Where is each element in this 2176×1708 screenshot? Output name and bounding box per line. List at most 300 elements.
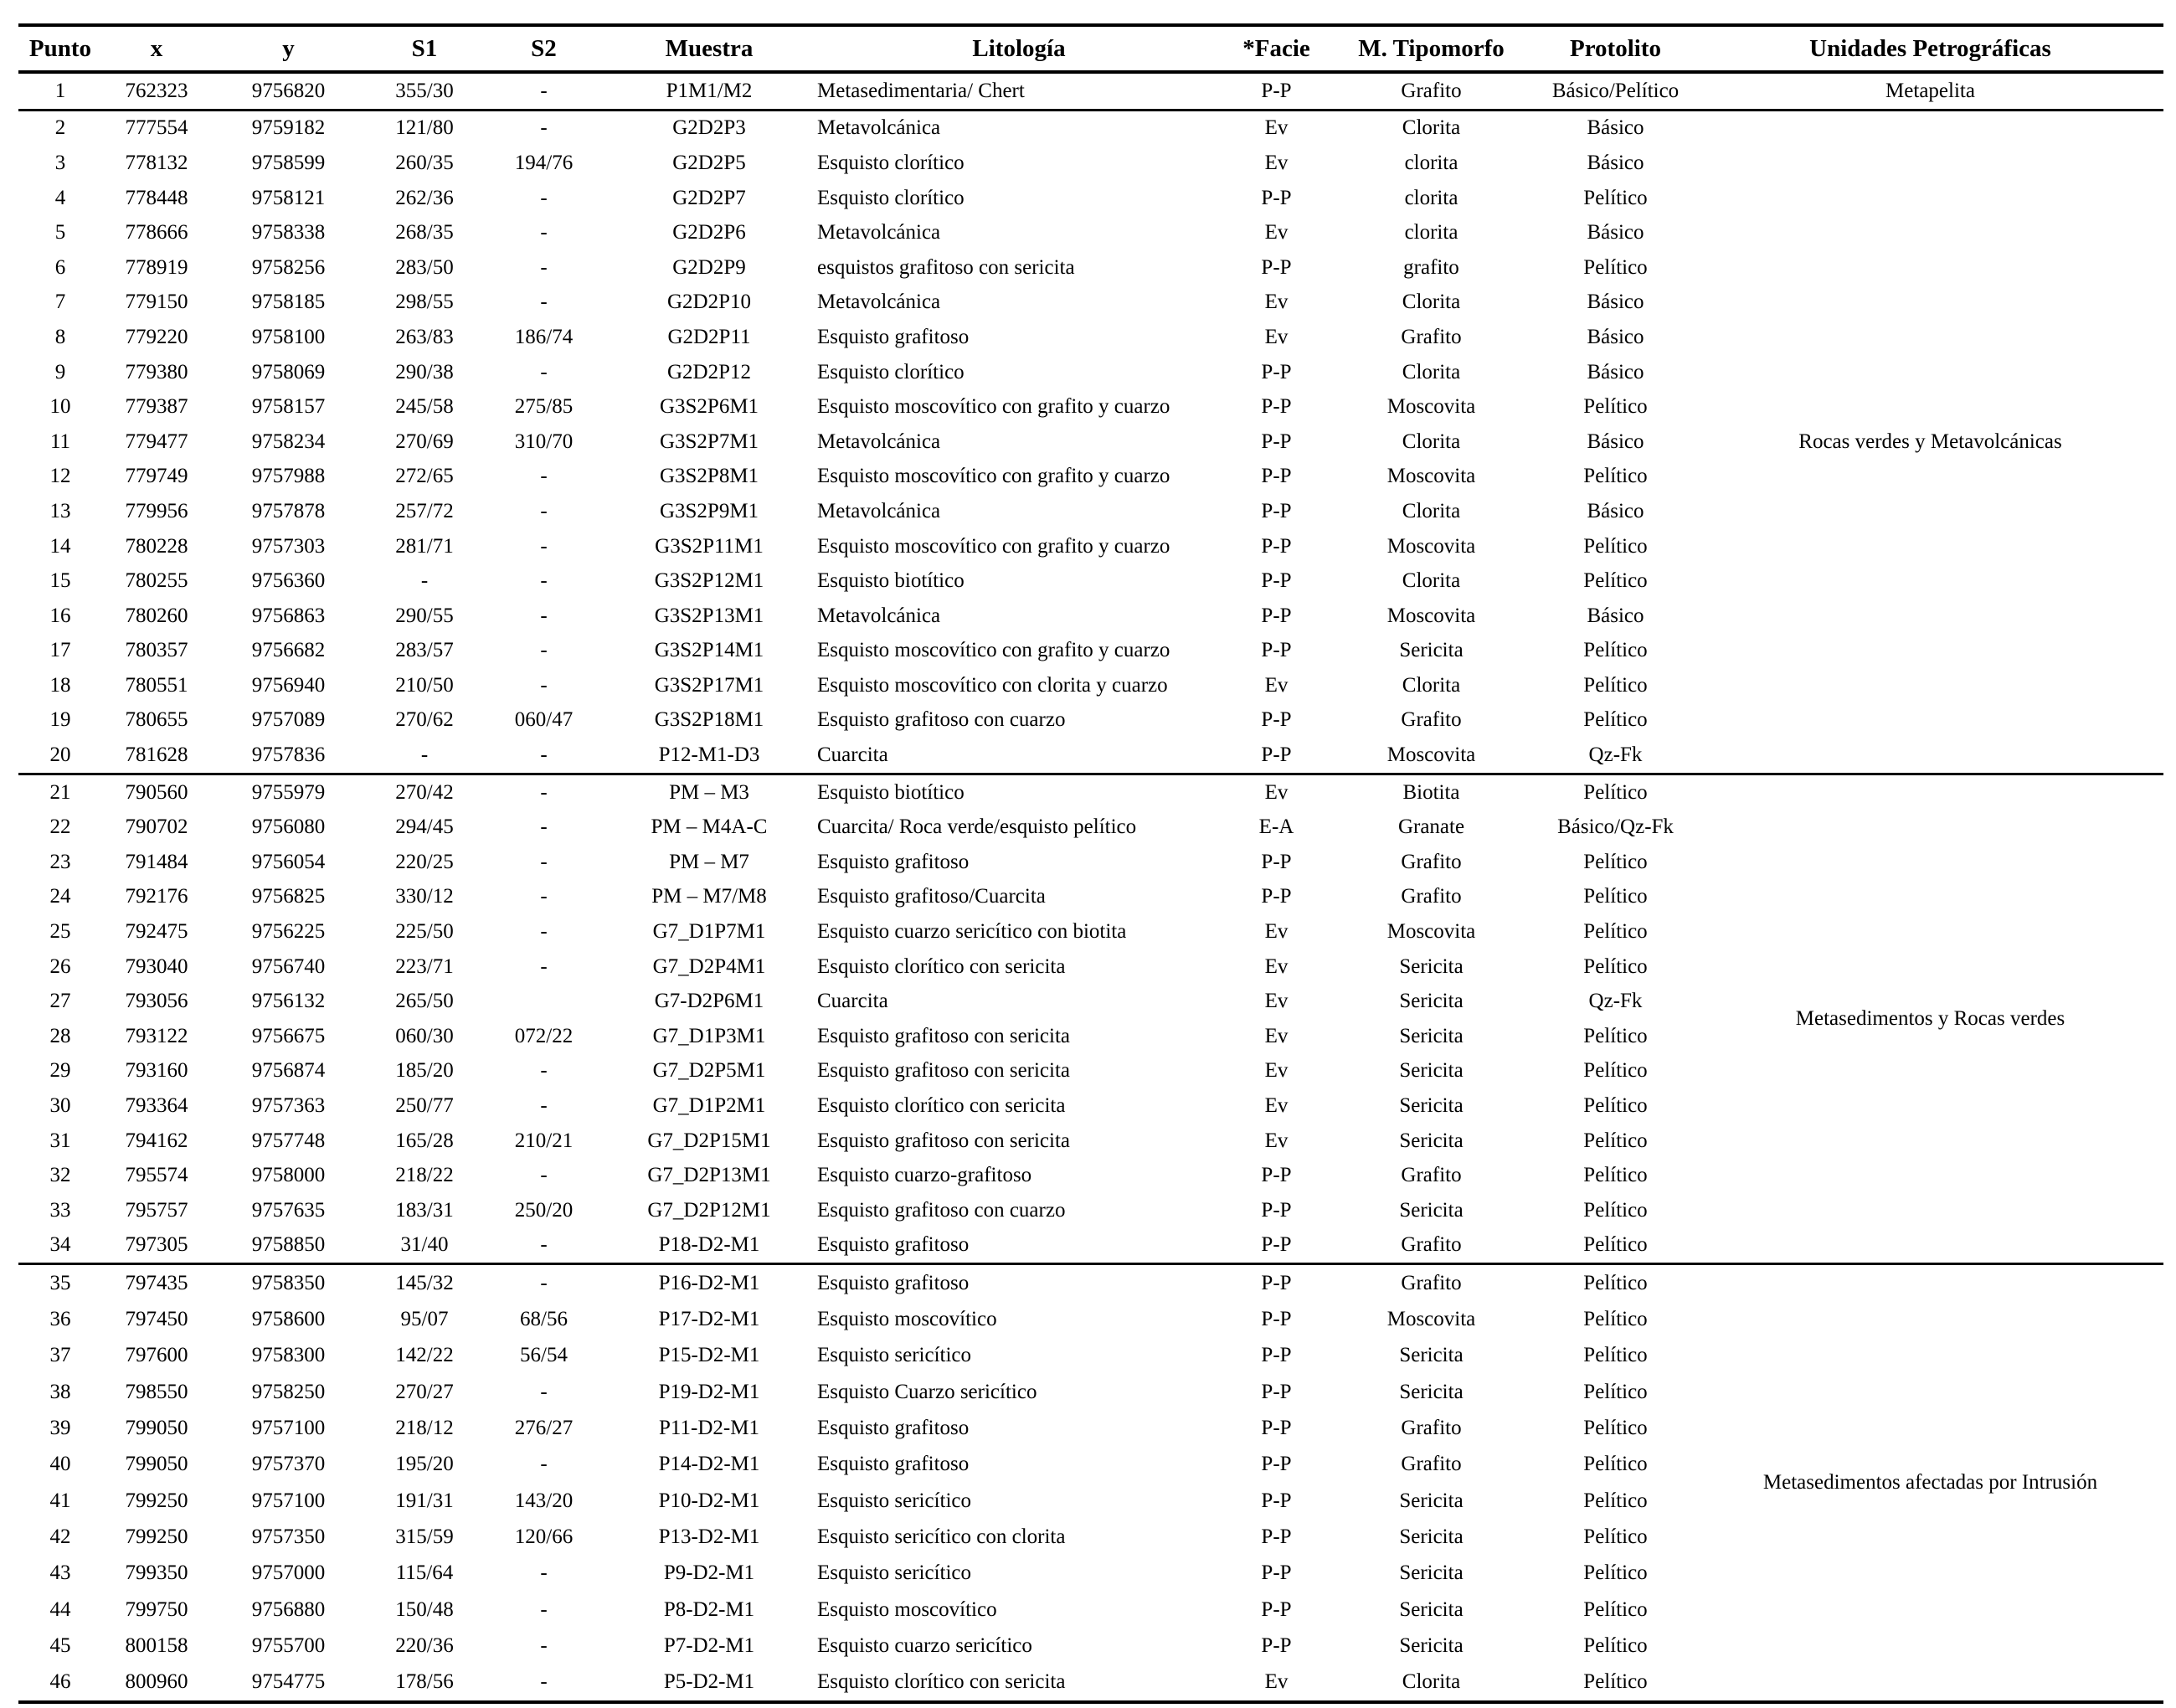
cell-litologia: Metasedimentaria/ Chert xyxy=(817,79,1025,102)
cell-s1: 270/69 xyxy=(395,430,454,453)
cell-s1: 315/59 xyxy=(395,1525,454,1548)
cell-facie: P-P xyxy=(1261,569,1292,593)
cell-litologia: Cuarcita xyxy=(817,990,888,1013)
cell-x: 779150 xyxy=(125,291,188,314)
cell-protolito: Pelítico xyxy=(1583,1489,1648,1512)
cell-y: 9754775 xyxy=(251,1670,326,1694)
cell-tipomorfo: Clorita xyxy=(1402,673,1461,697)
cell-punto: 23 xyxy=(49,850,71,873)
cell-y: 9756054 xyxy=(251,850,326,873)
cell-s1: 145/32 xyxy=(395,1271,454,1294)
cell-punto: 20 xyxy=(49,743,71,767)
cell-punto: 44 xyxy=(49,1597,71,1621)
cell-muestra: G2D2P9 xyxy=(672,255,746,279)
cell-y: 9758100 xyxy=(251,325,326,348)
cell-x: 799250 xyxy=(125,1489,188,1512)
cell-x: 797450 xyxy=(125,1308,188,1331)
cell-muestra: P8-D2-M1 xyxy=(663,1597,755,1621)
cell-s1: 218/12 xyxy=(395,1417,454,1440)
cell-protolito: Básico xyxy=(1587,151,1644,174)
cell-s1: - xyxy=(420,569,429,593)
cell-y: 9756740 xyxy=(251,954,326,978)
cell-punto: 27 xyxy=(49,990,71,1013)
cell-y: 9758350 xyxy=(251,1271,326,1294)
cell-s2: 060/47 xyxy=(514,708,574,732)
cell-s2: - xyxy=(540,920,548,944)
cell-muestra: G3S2P12M1 xyxy=(654,569,764,593)
cell-punto: 29 xyxy=(49,1059,71,1083)
cell-x: 791484 xyxy=(125,850,188,873)
cell-litologia: Esquisto moscovítico xyxy=(817,1308,997,1331)
cell-protolito: Básico xyxy=(1587,221,1644,244)
cell-protolito: Pelítico xyxy=(1583,639,1648,662)
header-s1: S1 xyxy=(411,34,438,62)
cell-litologia: Esquisto cuarzo-grafitoso xyxy=(817,1164,1032,1187)
cell-x: 792176 xyxy=(125,885,188,908)
cell-s2: 120/66 xyxy=(514,1525,574,1548)
cell-muestra: G7_D2P5M1 xyxy=(652,1059,766,1083)
cell-punto: 39 xyxy=(49,1417,71,1440)
cell-muestra: P17-D2-M1 xyxy=(658,1308,760,1331)
cell-facie: P-P xyxy=(1261,465,1292,488)
cell-punto: 31 xyxy=(49,1129,71,1152)
cell-protolito: Pelítico xyxy=(1583,1164,1648,1187)
cell-facie: P-P xyxy=(1261,534,1292,558)
cell-s2: - xyxy=(540,1597,548,1621)
cell-punto: 16 xyxy=(49,604,71,627)
cell-facie: Ev xyxy=(1264,990,1289,1013)
cell-punto: 9 xyxy=(54,360,66,383)
cell-s2: 276/27 xyxy=(514,1417,574,1440)
cell-protolito: Pelítico xyxy=(1583,569,1648,593)
cell-facie: P-P xyxy=(1261,1308,1292,1331)
table-row xyxy=(18,110,2163,146)
cell-tipomorfo: clorita xyxy=(1404,186,1458,209)
cell-tipomorfo: Clorita xyxy=(1402,569,1461,593)
cell-tipomorfo: Sericita xyxy=(1399,1024,1464,1047)
cell-y: 9758600 xyxy=(251,1308,326,1331)
cell-facie: P-P xyxy=(1261,1233,1292,1257)
cell-x: 779956 xyxy=(125,499,188,522)
cell-punto: 21 xyxy=(49,780,71,804)
cell-facie: Ev xyxy=(1264,673,1289,697)
cell-protolito: Pelítico xyxy=(1583,1453,1648,1476)
cell-muestra: P1M1/M2 xyxy=(666,79,753,102)
cell-litologia: Esquisto clorítico xyxy=(817,151,965,174)
cell-muestra: G2D2P10 xyxy=(666,291,751,314)
cell-protolito: Básico xyxy=(1587,360,1644,383)
cell-punto: 43 xyxy=(49,1561,71,1585)
cell-punto: 34 xyxy=(49,1233,71,1257)
cell-s2: - xyxy=(540,780,548,804)
cell-litologia: Esquisto grafitoso xyxy=(817,1417,970,1440)
cell-s2: - xyxy=(540,1633,548,1657)
cell-muestra: P13-D2-M1 xyxy=(658,1525,760,1548)
cell-s2: - xyxy=(540,534,548,558)
cell-tipomorfo: Sericita xyxy=(1399,1198,1464,1222)
cell-facie: Ev xyxy=(1264,1670,1289,1694)
cell-s2: - xyxy=(540,569,548,593)
cell-x: 780357 xyxy=(125,639,188,662)
cell-s2: - xyxy=(540,954,548,978)
cell-protolito: Básico/Qz-Fk xyxy=(1557,815,1674,839)
cell-x: 779220 xyxy=(125,325,188,348)
cell-litologia: Esquisto moscovítico con grafito y cuarzo xyxy=(817,465,1170,488)
cell-litologia: Esquisto moscovítico con clorita y cuarzo xyxy=(817,673,1168,697)
cell-s2: - xyxy=(540,885,548,908)
cell-y: 9756360 xyxy=(251,569,326,593)
cell-litologia: Esquisto moscovítico xyxy=(817,1597,997,1621)
cell-protolito: Básico xyxy=(1587,604,1644,627)
table-header-row xyxy=(18,25,2163,72)
cell-x: 797305 xyxy=(125,1233,188,1257)
cell-protolito: Básico xyxy=(1587,291,1644,314)
cell-y: 9757350 xyxy=(251,1525,326,1548)
cell-litologia: Cuarcita xyxy=(817,743,888,767)
cell-punto: 41 xyxy=(49,1489,71,1512)
cell-tipomorfo: Moscovita xyxy=(1386,604,1476,627)
cell-s2: 194/76 xyxy=(514,151,574,174)
cell-litologia: Cuarcita/ Roca verde/esquisto pelítico xyxy=(817,815,1137,839)
cell-protolito: Pelítico xyxy=(1583,1380,1648,1403)
cell-muestra: G2D2P3 xyxy=(672,116,746,140)
cell-tipomorfo: Sericita xyxy=(1399,1344,1464,1367)
cell-protolito: Pelítico xyxy=(1583,1059,1648,1083)
cell-s2: - xyxy=(540,1059,548,1083)
cell-litologia: Esquisto clorítico xyxy=(817,360,965,383)
cell-x: 779749 xyxy=(125,465,188,488)
cell-facie: P-P xyxy=(1261,708,1292,732)
cell-x: 779380 xyxy=(125,360,188,383)
cell-x: 792475 xyxy=(125,920,188,944)
cell-litologia: Esquisto sericítico con clorita xyxy=(817,1525,1066,1548)
cell-facie: P-P xyxy=(1261,1453,1292,1476)
cell-facie: P-P xyxy=(1261,1344,1292,1367)
cell-s2: - xyxy=(540,360,548,383)
cell-unidad-petrografica: Metapelita xyxy=(1885,79,1975,102)
cell-facie: Ev xyxy=(1264,291,1289,314)
cell-protolito: Pelítico xyxy=(1583,708,1648,732)
cell-litologia: Esquisto sericítico xyxy=(817,1561,971,1585)
cell-s2: 072/22 xyxy=(514,1024,574,1047)
cell-punto: 24 xyxy=(49,885,71,908)
cell-s1: 270/27 xyxy=(395,1380,454,1403)
cell-x: 795757 xyxy=(125,1198,188,1222)
cell-s1: 185/20 xyxy=(395,1059,454,1083)
cell-y: 9757878 xyxy=(251,499,326,522)
row-group-1 xyxy=(18,72,2163,110)
cell-tipomorfo: Clorita xyxy=(1402,291,1461,314)
cell-tipomorfo: Moscovita xyxy=(1386,920,1476,944)
cell-s2: - xyxy=(540,850,548,873)
cell-tipomorfo: Grafito xyxy=(1401,850,1462,873)
cell-litologia: Esquisto grafitoso xyxy=(817,850,970,873)
cell-punto: 8 xyxy=(54,325,66,348)
cell-y: 9756880 xyxy=(251,1597,326,1621)
cell-s2: - xyxy=(540,499,548,522)
cell-y: 9757000 xyxy=(251,1561,326,1585)
cell-facie: P-P xyxy=(1261,1525,1292,1548)
cell-tipomorfo: Granate xyxy=(1397,815,1465,839)
cell-x: 762323 xyxy=(125,79,188,102)
cell-s1: - xyxy=(420,743,429,767)
cell-muestra: PM – M7/M8 xyxy=(651,885,767,908)
cell-tipomorfo: Sericita xyxy=(1399,1094,1464,1118)
cell-y: 9756940 xyxy=(251,673,326,697)
cell-litologia: Metavolcánica xyxy=(817,291,941,314)
cell-s2 xyxy=(483,984,604,1019)
cell-tipomorfo: Grafito xyxy=(1401,1164,1462,1187)
cell-muestra: PM – M7 xyxy=(669,850,749,873)
cell-y: 9756863 xyxy=(251,604,326,627)
cell-litologia: Esquisto Cuarzo sericítico xyxy=(817,1380,1037,1403)
cell-protolito: Qz-Fk xyxy=(1588,990,1643,1013)
cell-s1: 195/20 xyxy=(395,1453,454,1476)
header-x: x xyxy=(150,34,163,62)
cell-punto: 33 xyxy=(49,1198,71,1222)
table-row xyxy=(18,1264,2163,1302)
cell-tipomorfo: clorita xyxy=(1404,221,1458,244)
cell-punto: 32 xyxy=(49,1164,71,1187)
cell-protolito: Pelítico xyxy=(1583,1344,1648,1367)
cell-y: 9757303 xyxy=(251,534,326,558)
cell-y: 9756080 xyxy=(251,815,326,839)
cell-muestra: G3S2P9M1 xyxy=(659,499,759,522)
cell-punto: 22 xyxy=(49,815,71,839)
cell-unidad-petrografica: Metasedimentos afectadas por Intrusión xyxy=(1762,1470,2098,1494)
cell-s1: 265/50 xyxy=(395,990,454,1013)
header-y: y xyxy=(282,34,295,62)
cell-facie: P-P xyxy=(1261,499,1292,522)
cell-s2: - xyxy=(540,186,548,209)
cell-s1: 178/56 xyxy=(395,1670,454,1694)
cell-facie: Ev xyxy=(1264,920,1289,944)
cell-x: 790702 xyxy=(125,815,188,839)
cell-s2: - xyxy=(540,291,548,314)
cell-s2: - xyxy=(540,604,548,627)
cell-punto: 7 xyxy=(54,291,66,314)
cell-facie: Ev xyxy=(1264,116,1289,140)
header-punto: Punto xyxy=(28,34,92,62)
cell-protolito: Pelítico xyxy=(1583,255,1648,279)
cell-protolito: Pelítico xyxy=(1583,1525,1648,1548)
cell-punto: 2 xyxy=(54,116,66,140)
cell-s1: 223/71 xyxy=(395,954,454,978)
cell-s1: 270/62 xyxy=(395,708,454,732)
cell-muestra: G2D2P11 xyxy=(667,325,751,348)
cell-punto: 5 xyxy=(54,221,66,244)
cell-x: 793364 xyxy=(125,1094,188,1118)
cell-protolito: Pelítico xyxy=(1583,1198,1648,1222)
cell-litologia: Esquisto grafitoso con sericita xyxy=(817,1024,1071,1047)
cell-facie: E-A xyxy=(1258,815,1294,839)
cell-y: 9756820 xyxy=(251,79,326,102)
cell-tipomorfo: clorita xyxy=(1404,151,1458,174)
cell-litologia: Metavolcánica xyxy=(817,116,941,140)
cell-s1: 281/71 xyxy=(395,534,454,558)
cell-s2: - xyxy=(540,116,548,140)
cell-tipomorfo: Grafito xyxy=(1401,885,1462,908)
cell-s2: 210/21 xyxy=(514,1129,574,1152)
cell-tipomorfo: Grafito xyxy=(1401,1453,1462,1476)
cell-y: 9758850 xyxy=(251,1233,326,1257)
cell-facie: P-P xyxy=(1261,430,1292,453)
cell-protolito: Pelítico xyxy=(1583,780,1648,804)
cell-s1: 290/38 xyxy=(395,360,454,383)
cell-litologia: Esquisto clorítico con sericita xyxy=(817,1094,1066,1118)
cell-y: 9757089 xyxy=(251,708,326,732)
cell-y: 9756874 xyxy=(251,1059,326,1083)
cell-s2: 68/56 xyxy=(520,1308,568,1331)
cell-litologia: Esquisto clorítico con sericita xyxy=(817,1670,1066,1694)
cell-punto: 6 xyxy=(54,255,66,279)
cell-tipomorfo: grafito xyxy=(1403,255,1459,279)
cell-punto: 36 xyxy=(49,1308,71,1331)
cell-muestra: P18-D2-M1 xyxy=(658,1233,760,1257)
cell-protolito: Pelítico xyxy=(1583,885,1648,908)
cell-s1: 298/55 xyxy=(395,291,454,314)
cell-y: 9756675 xyxy=(251,1024,326,1047)
cell-facie: P-P xyxy=(1261,255,1292,279)
cell-tipomorfo: Moscovita xyxy=(1386,743,1476,767)
cell-tipomorfo: Sericita xyxy=(1399,1129,1464,1152)
cell-x: 778448 xyxy=(125,186,188,209)
cell-tipomorfo: Sericita xyxy=(1399,1525,1464,1548)
cell-muestra: G3S2P7M1 xyxy=(659,430,759,453)
cell-punto: 19 xyxy=(49,708,71,732)
cell-facie: P-P xyxy=(1261,1489,1292,1512)
cell-s2: - xyxy=(540,79,548,102)
cell-litologia: Esquisto grafitoso xyxy=(817,1453,970,1476)
cell-muestra: PM – M3 xyxy=(669,780,749,804)
cell-protolito: Pelítico xyxy=(1583,1633,1648,1657)
cell-punto: 13 xyxy=(49,499,71,522)
cell-s2: - xyxy=(540,1164,548,1187)
cell-x: 780255 xyxy=(125,569,188,593)
cell-y: 9758157 xyxy=(251,395,326,419)
cell-muestra: G2D2P7 xyxy=(672,186,746,209)
cell-y: 9755700 xyxy=(251,1633,326,1657)
cell-muestra: G7_D2P4M1 xyxy=(652,954,766,978)
cell-s2: 310/70 xyxy=(514,430,574,453)
cell-muestra: G3S2P18M1 xyxy=(654,708,764,732)
cell-s2: 186/74 xyxy=(514,325,574,348)
cell-litologia: Esquisto moscovítico con grafito y cuarzo xyxy=(817,534,1170,558)
cell-x: 799750 xyxy=(125,1597,188,1621)
cell-muestra: P5-D2-M1 xyxy=(663,1670,755,1694)
cell-punto: 12 xyxy=(49,465,71,488)
cell-tipomorfo: Grafito xyxy=(1401,1417,1462,1440)
cell-litologia: Esquisto biotítico xyxy=(817,569,965,593)
cell-facie: Ev xyxy=(1264,954,1289,978)
cell-facie: Ev xyxy=(1264,780,1289,804)
cell-s1: 220/25 xyxy=(395,850,454,873)
cell-x: 778666 xyxy=(125,221,188,244)
cell-tipomorfo: Sericita xyxy=(1399,1489,1464,1512)
cell-y: 9758069 xyxy=(251,360,326,383)
cell-muestra: G2D2P12 xyxy=(666,360,751,383)
cell-litologia: esquistos grafitoso con sericita xyxy=(817,255,1075,279)
row-group-3 xyxy=(18,774,2163,1263)
cell-litologia: Esquisto grafitoso xyxy=(817,1271,970,1294)
cell-y: 9757988 xyxy=(251,465,326,488)
cell-y: 9758338 xyxy=(251,221,326,244)
cell-tipomorfo: Moscovita xyxy=(1386,465,1476,488)
header-tipomorfo: M. Tipomorfo xyxy=(1358,34,1505,62)
cell-punto: 1 xyxy=(54,79,66,102)
cell-protolito: Pelítico xyxy=(1583,1670,1648,1694)
cell-punto: 40 xyxy=(49,1453,71,1476)
cell-tipomorfo: Moscovita xyxy=(1386,395,1476,419)
cell-s1: 115/64 xyxy=(395,1561,454,1585)
cell-litologia: Esquisto grafitoso con sericita xyxy=(817,1129,1071,1152)
cell-s1: 270/42 xyxy=(395,780,454,804)
cell-facie: P-P xyxy=(1261,360,1292,383)
cell-x: 799050 xyxy=(125,1417,188,1440)
cell-facie: Ev xyxy=(1264,1059,1289,1083)
cell-litologia: Esquisto biotítico xyxy=(817,780,965,804)
cell-s2: - xyxy=(540,1453,548,1476)
cell-punto: 42 xyxy=(49,1525,71,1548)
cell-s2: 250/20 xyxy=(514,1198,574,1222)
cell-y: 9758185 xyxy=(251,291,326,314)
cell-litologia: Esquisto sericítico xyxy=(817,1344,971,1367)
cell-punto: 10 xyxy=(49,395,71,419)
cell-protolito: Qz-Fk xyxy=(1588,743,1643,767)
cell-litologia: Esquisto cuarzo sericítico xyxy=(817,1633,1032,1657)
cell-muestra: G7-D2P6M1 xyxy=(654,990,764,1013)
cell-tipomorfo: Clorita xyxy=(1402,1670,1461,1694)
cell-x: 794162 xyxy=(125,1129,188,1152)
cell-punto: 37 xyxy=(49,1344,71,1367)
cell-muestra: G3S2P13M1 xyxy=(654,604,764,627)
cell-s2: - xyxy=(540,639,548,662)
cell-s1: 268/35 xyxy=(395,221,454,244)
cell-s1: 294/45 xyxy=(395,815,454,839)
cell-tipomorfo: Grafito xyxy=(1401,79,1462,102)
cell-x: 795574 xyxy=(125,1164,188,1187)
cell-s1: 95/07 xyxy=(400,1308,449,1331)
cell-x: 779477 xyxy=(125,430,188,453)
cell-s1: 142/22 xyxy=(395,1344,454,1367)
cell-y: 9757363 xyxy=(251,1094,326,1118)
cell-tipomorfo: Sericita xyxy=(1399,1597,1464,1621)
cell-s2: - xyxy=(540,743,548,767)
cell-s2: 275/85 xyxy=(514,395,574,419)
cell-protolito: Pelítico xyxy=(1583,186,1648,209)
cell-muestra: P14-D2-M1 xyxy=(658,1453,760,1476)
cell-punto: 15 xyxy=(49,569,71,593)
cell-facie: P-P xyxy=(1261,186,1292,209)
cell-muestra: G3S2P6M1 xyxy=(659,395,759,419)
cell-protolito: Pelítico xyxy=(1583,1417,1648,1440)
cell-facie: P-P xyxy=(1261,639,1292,662)
cell-muestra: G3S2P14M1 xyxy=(654,639,764,662)
cell-s2: - xyxy=(540,1670,548,1694)
cell-protolito: Pelítico xyxy=(1583,920,1648,944)
cell-protolito: Básico xyxy=(1587,325,1644,348)
cell-x: 781628 xyxy=(125,743,188,767)
cell-muestra: G7_D2P15M1 xyxy=(647,1129,771,1152)
cell-muestra: P19-D2-M1 xyxy=(658,1380,760,1403)
cell-s1: 218/22 xyxy=(395,1164,454,1187)
cell-muestra: P16-D2-M1 xyxy=(658,1271,760,1294)
cell-muestra: G7_D2P12M1 xyxy=(647,1198,771,1222)
cell-s1: 060/30 xyxy=(395,1024,454,1047)
cell-s1: 260/35 xyxy=(395,151,454,174)
cell-facie: P-P xyxy=(1261,1633,1292,1657)
cell-y: 9758256 xyxy=(251,255,326,279)
